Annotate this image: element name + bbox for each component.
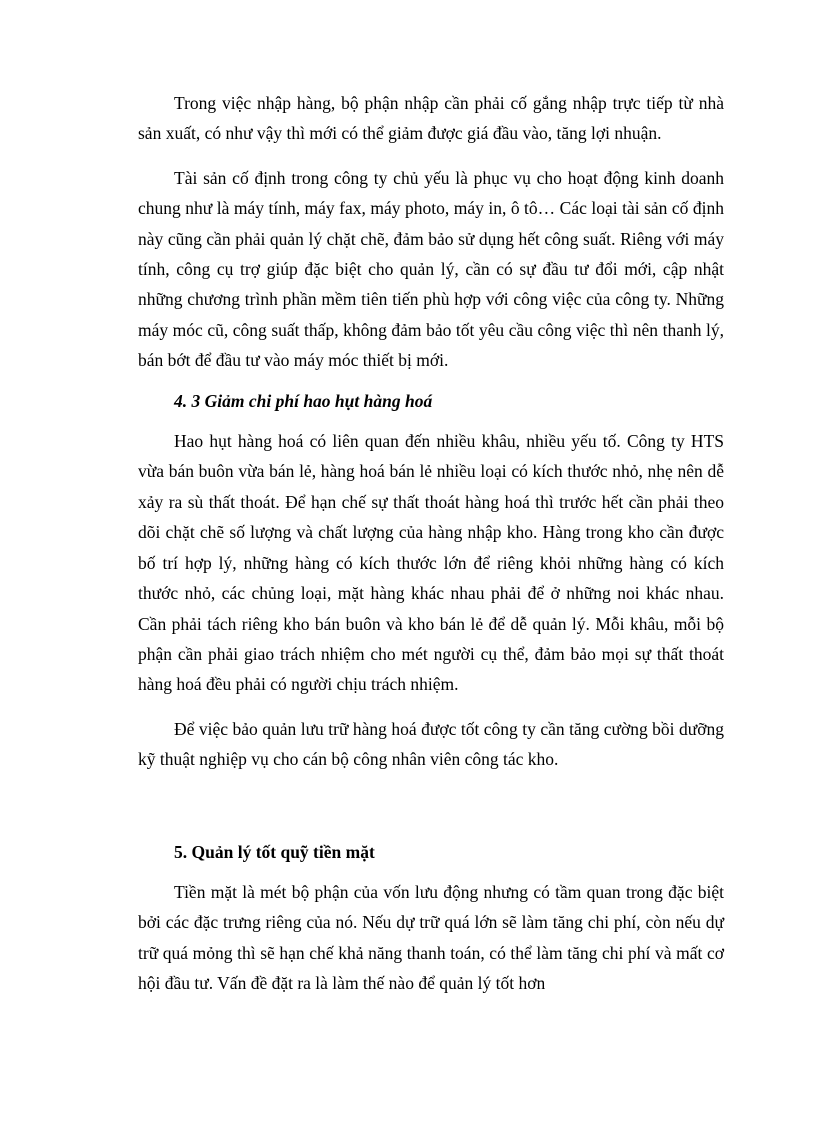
paragraph-gap [138,376,724,386]
paragraph-gap [138,149,724,163]
section-heading-5: 5. Quản lý tốt quỹ tiền mặt [174,841,375,862]
section-spacer [138,775,724,837]
paragraph-import-goods: Trong việc nhập hàng, bộ phận nhập cần phải cố gắng nhập trực tiếp từ nhà sản xuất, có như vậy thì mới có thể giảm được giá đầu vào, tăng lợi nhuận. [138,93,724,144]
paragraph-gap [138,416,724,426]
paragraph-cash-management: Tiền mặt là mét bộ phận của vốn lưu động nhưng có tầm quan trong đặc biệt bởi các đặc trưng riêng của nó. Nếu dự trữ quá lớn sẽ làm tăng chi phí, còn nếu dự trữ quá mỏng thì sẽ hạn chế khả năng thanh toán, có thể làm tăng chi phí và mất cơ hội đầu tư. Vấn đề đặt ra là làm thế nào để quản lý tốt hơn [138,881,724,994]
paragraph-gap [138,867,724,877]
paragraph-fixed-assets: Tài sản cố định trong công ty chủ yếu là phục vụ cho hoạt động kinh doanh chung như là máy tính, máy fax, máy photo, máy in, ô tô… Các loại tài sản cố định này cũng cần phải quản lý chặt chẽ, đảm bảo sử dụng hết công suất. Riêng với máy tính, công cụ trợ giúp đặc biệt cho quản lý, cần có sự đầu tư đổi mới, cập nhật những chương trình phần mềm tiên tiến phù hợp với công việc của công ty. Những máy móc cũ, công suất thấp, không đảm bảo tốt yêu cầu công việc thì nên thanh lý, bán bớt để đầu tư vào máy móc thiết bị mới. [138,167,724,371]
paragraph-warehouse-training: Để việc bảo quản lưu trữ hàng hoá được tốt công ty cần tăng cường bồi dưỡng kỹ thuật nghiệp vụ cho cán bộ công nhân viên công tác kho. [138,718,724,770]
section-heading-4-3: 4. 3 Giảm chi phí hao hụt hàng hoá [174,390,433,411]
paragraph-goods-loss: Hao hụt hàng hoá có liên quan đến nhiều khâu, nhiều yếu tố. Công ty HTS vừa bán buôn vừa bán lẻ, hàng hoá bán lẻ nhiều loại có kích thước nhỏ, nhẹ nên dễ xảy ra sù thất thoát. Để hạn chế sự thất thoát hàng hoá thì trước hết cần phải theo dõi chặt chẽ số lượng và chất lượng của hàng nhập kho. Hàng trong kho cần được bố trí hợp lý, những hàng có kích thước lớn để riêng khỏi những hàng có kích thước nhỏ, các chủng loại, mặt hàng khác nhau phải để ở những noi khác nhau. Cần phải tách riêng kho bán buôn và kho bán lẻ để dễ quản lý. Mỗi khâu, mỗi bộ phận cần phải giao trách nhiệm cho mét người cụ thể, đảm bảo mọi sự thất thoát hàng hoá đều phải có người chịu trách nhiệm. [138,431,724,695]
paragraph-gap [138,700,724,714]
document-page [138,88,724,999]
